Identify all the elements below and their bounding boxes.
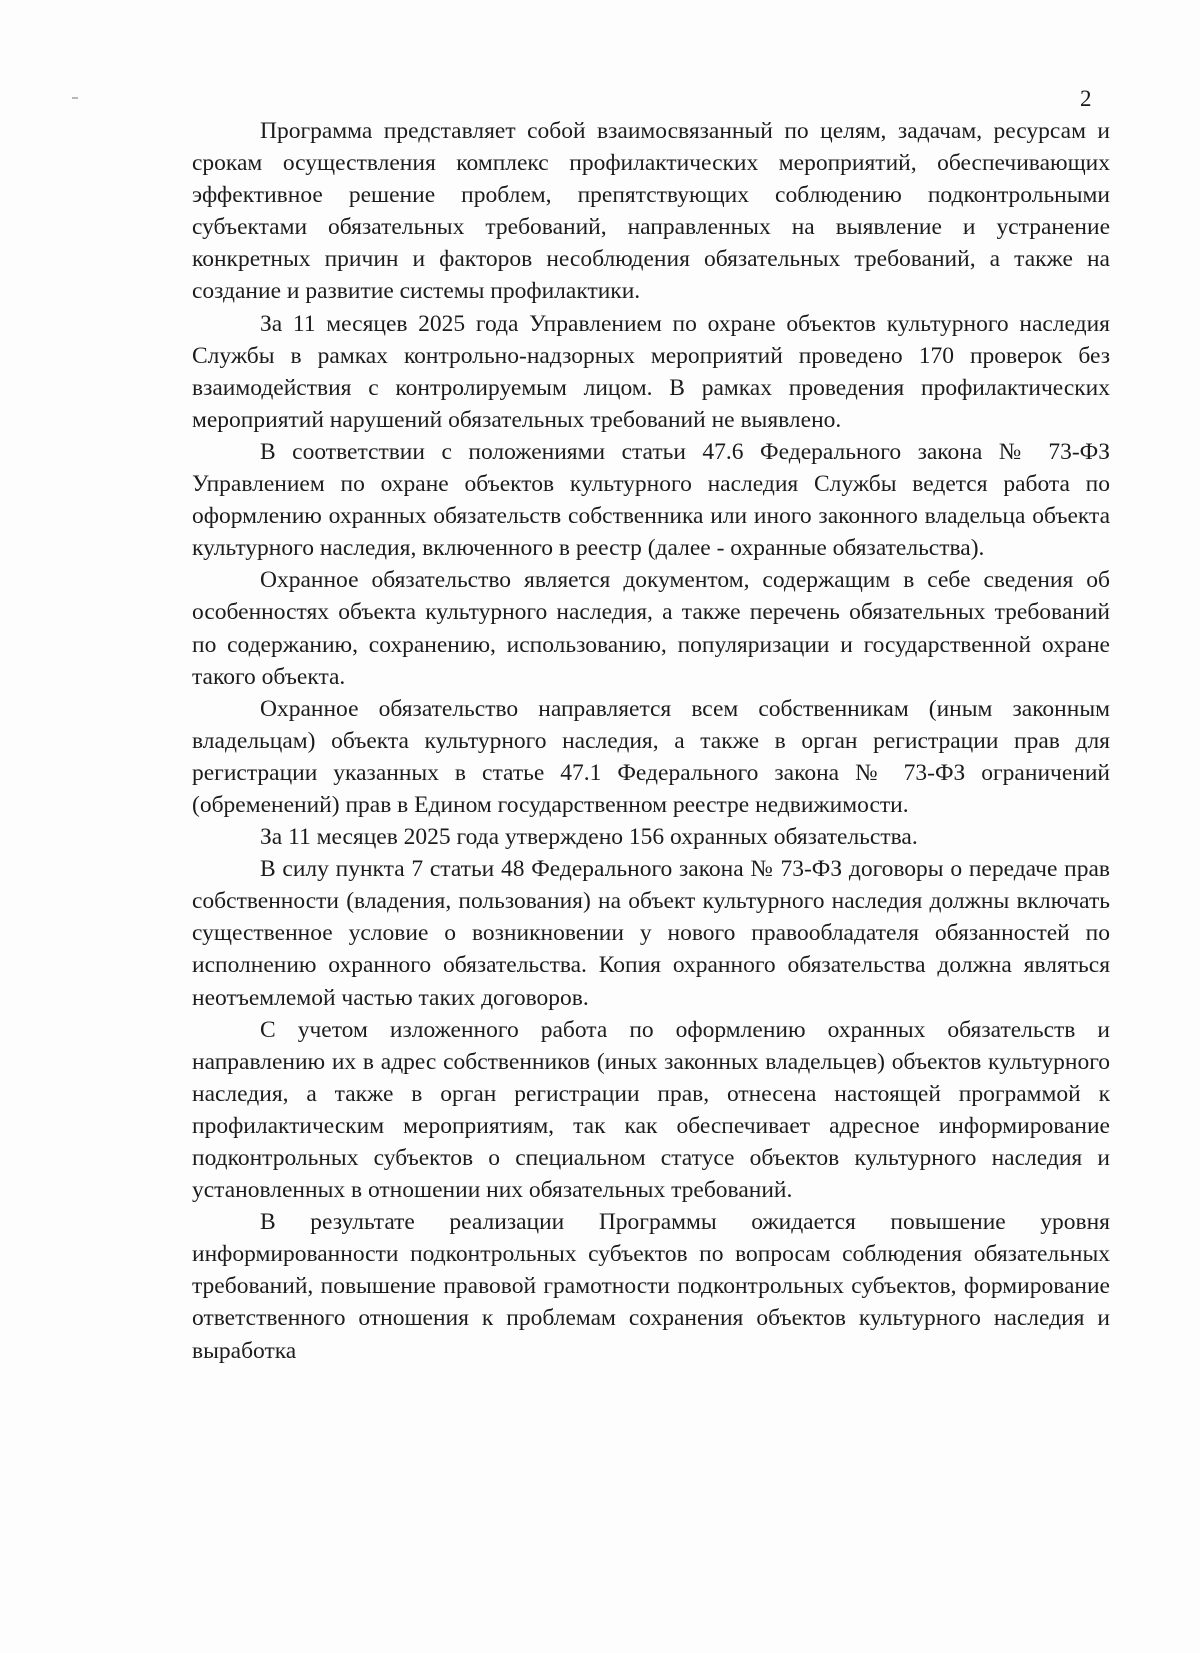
paragraph-inspections-count: За 11 месяцев 2025 года Управлением по охране объектов культурного наследия Службы в рамках контрольно-надзорных мероприятий проведено 170 проверок без взаимодействия с контролируемым лицом. В рамках проведения профилактических мероприятий нарушений обязательных требований не выявлено.	[192, 310, 1110, 433]
page-number: 2	[1080, 86, 1092, 111]
scan-artifact	[72, 97, 78, 99]
paragraph-article-48: В силу пункта 7 статьи 48 Федерального закона № 73-ФЗ договоры о передаче прав собственности (владения, пользования) на объект культурного наследия должны включать существенное условие о возникновении у нового правообладателя обязанностей по исполнению охранного обязательства. Копия охранного обязательства должна являться неотъемлемой частью таких договоров.	[192, 856, 1110, 1011]
paragraph-law-47-6: В соответствии с положениями статьи 47.6 Федерального закона № 73-ФЗ Управлением по охране объектов культурного наследия Службы ведется работа по оформлению охранных обязательств собственника или иного законного владельца объекта культурного наследия, включенного в реестр (далее - охранные обязательства).	[192, 438, 1110, 562]
paragraph-program-description: Программа представляет собой взаимосвязанный по целям, задачам, ресурсам и срокам осуществления комплекс профилактических мероприятий, обеспечивающих эффективное решение проблем, препятствующих соблюдению подконтрольными субъектами обязательных требований, направленных на выявление и устранение конкретных причин и факторов несоблюдения обязательных требований, а также на создание и развитие системы профилактики.	[192, 118, 1110, 305]
document-body	[192, 115, 1110, 1367]
paragraph-preventive-measures: С учетом изложенного работа по оформлению охранных обязательств и направлению их в адрес собственников (иных законных владельцев) объектов культурного наследия, а также в орган регистрации прав, отнесена настоящей программой к профилактическим мероприятиям, так как обеспечивает адресное информирование подконтрольных субъектов о специальном статусе объектов культурного наследия и установленных в отношении них обязательных требований.	[192, 1016, 1110, 1204]
paragraph-obligation-definition: Охранное обязательство является документом, содержащим в себе сведения об особенностях объекта культурного наследия, а также перечень обязательных требований по содержанию, сохранению, использованию, популяризации и государственной охране такого объекта.	[192, 567, 1110, 690]
paragraph-obligation-sending: Охранное обязательство направляется всем собственникам (иным законным владельцам) объекта культурного наследия, а также в орган регистрации прав для регистрации указанных в статье 47.1 Федерального закона № 73-ФЗ ограничений (обременений) прав в Едином государственном реестре недвижимости.	[192, 695, 1110, 818]
paragraph-approved-count: За 11 месяцев 2025 года утверждено 156 охранных обязательства.	[260, 824, 918, 851]
paragraph-expected-results: В результате реализации Программы ожидается повышение уровня информированности подконтрольных субъектов по вопросам соблюдения обязательных требований, повышение правовой грамотности подконтрольных субъектов, формирование ответственного отношения к проблемам сохранения объектов культурного наследия и выработка	[192, 1209, 1110, 1364]
